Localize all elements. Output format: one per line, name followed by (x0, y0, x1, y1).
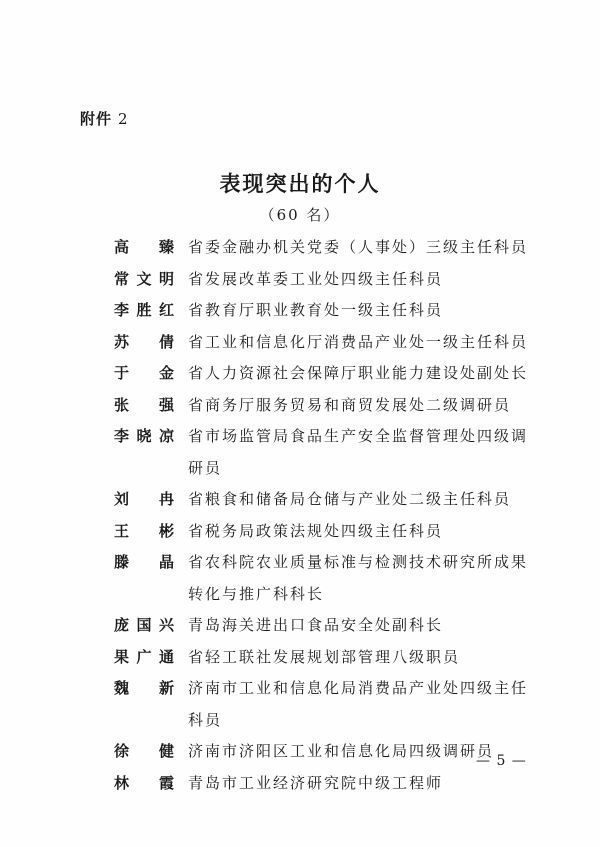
list-item (114, 327, 554, 359)
person-title: 省工业和信息化厅消费品产业处一级主任科员 (188, 332, 529, 351)
person-name: 庞 国 兴 (114, 616, 174, 634)
people-list (114, 232, 554, 799)
list-item (114, 642, 554, 674)
person-title: 济南市济阳区工业和信息化局四级调研员 (188, 742, 495, 760)
list-item (114, 610, 554, 642)
list-item (114, 358, 554, 390)
person-title: 省教育厅职业教育处一级主任科员 (188, 301, 444, 319)
person-title: 济南市工业和信息化局消费品产业处四级主任科员 (188, 679, 529, 729)
person-title: 省轻工联社发展规划部管理八级职员 (188, 647, 461, 666)
person-title: 省人力资源社会保障厅职业能力建设处副处长 (188, 364, 529, 382)
list-item (114, 768, 554, 800)
person-name: 苏 倩 (114, 332, 174, 351)
person-name: 滕 晶 (114, 553, 174, 571)
person-name: 李 胜 红 (114, 301, 174, 319)
attachment-text: 附件 (80, 110, 113, 128)
person-title: 省农科院农业质量标准与检测技术研究所成果转化与推广科科长 (188, 553, 529, 603)
person-name: 魏 新 (114, 679, 174, 697)
list-item (114, 264, 554, 296)
person-name: 王 彬 (114, 521, 174, 540)
person-name: 于 金 (114, 364, 174, 382)
person-title: 省粮食和储备局仓储与产业处二级主任科员 (188, 490, 512, 508)
person-title: 省发展改革委工业处四级主任科员 (188, 269, 444, 288)
list-item (114, 232, 554, 264)
person-name: 刘 冉 (114, 490, 174, 508)
person-title: 青岛海关进出口食品安全处副科长 (188, 616, 444, 634)
person-name: 张 强 (114, 395, 174, 414)
list-item (114, 390, 554, 422)
attachment-label (80, 108, 129, 129)
list-item (114, 484, 554, 516)
person-title: 青岛市工业经济研究院中级工程师 (188, 773, 444, 792)
person-name: 徐 健 (114, 742, 174, 760)
page-number: — 5 — (476, 753, 527, 769)
person-title: 省市场监管局食品生产安全监督管理处四级调研员 (188, 427, 529, 477)
list-item (114, 673, 554, 736)
person-name: 林 霞 (114, 773, 174, 792)
list-item (114, 295, 554, 327)
person-name: 常 文 明 (114, 269, 174, 288)
list-item (114, 421, 554, 484)
person-title: 省商务厅服务贸易和商贸发展处二级调研员 (188, 395, 512, 414)
person-title: 省税务局政策法规处四级主任科员 (188, 521, 444, 540)
list-item (114, 516, 554, 548)
person-title: 省委金融办机关党委（人事处）三级主任科员 (188, 238, 529, 256)
list-item (114, 547, 554, 610)
document-subtitle: （60 名） (259, 206, 341, 224)
attachment-number: 2 (118, 110, 129, 128)
person-name: 高 臻 (114, 238, 174, 256)
document-title: 表现突出的个人 (219, 172, 381, 196)
person-name: 李 晓 凉 (114, 427, 174, 445)
person-name: 果 广 通 (114, 647, 174, 666)
